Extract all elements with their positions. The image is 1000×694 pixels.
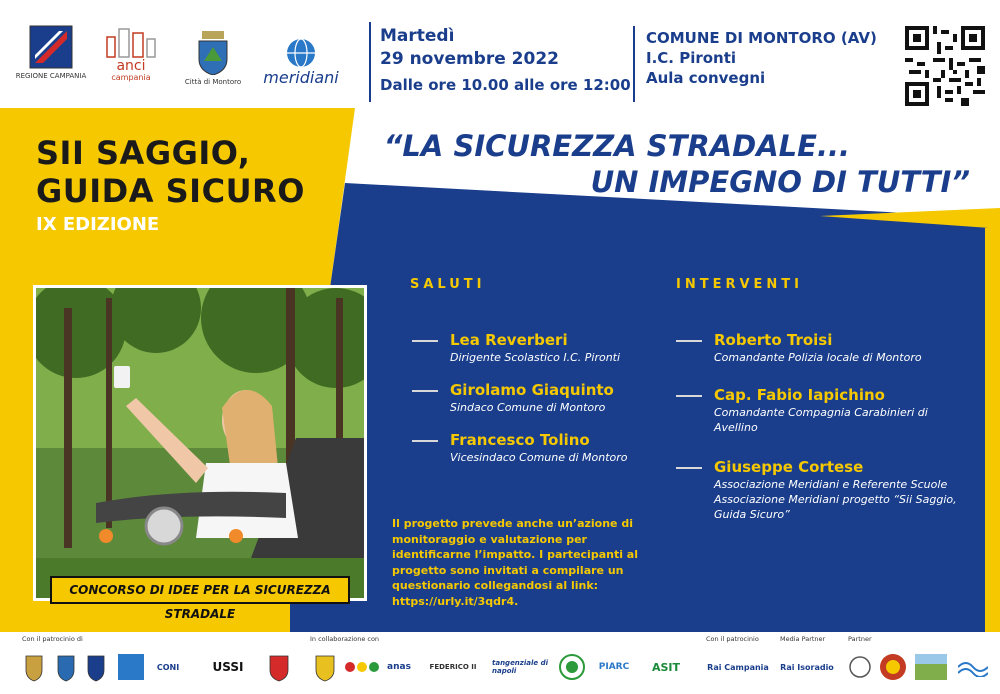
bullet-dash [412,440,438,442]
asit-logo: ASIT [651,660,681,674]
crest-icon [266,650,292,684]
logo-caption: Città di Montoro [184,78,242,86]
media-partner-label: Media Partner [780,635,826,643]
crest-icon [22,650,46,684]
interventi-speaker [676,331,922,365]
ussi-logo: USSI [212,660,244,674]
meridiani-globe-icon [281,36,321,70]
anci-region: campania [111,73,151,82]
bullet-dash [676,395,702,397]
patrocinio2-label: Con il patrocinio [706,635,759,643]
questionnaire-note: Il progetto prevede anche un’azione di monitoraggio e valutazione per identificarne l’impatto. I partecipanti al progetto sono invitati a compilare un questionario collegandosi al link: https://urly.it/3qdr4. [392,517,639,608]
bullet-dash [412,340,438,342]
partner-label: Partner [848,635,872,643]
event-day: Martedì [380,26,455,46]
crest-icon [54,650,78,684]
rai-campania-logo: Rai Campania [707,662,769,672]
event-date: 29 novembre 2022 [380,49,559,69]
saluti-heading: SALUTI [410,277,486,292]
place-municipality: COMUNE DI MONTORO (AV) [646,29,877,47]
campaign-title-block [36,134,305,235]
slogan-line2: UN IMPEGNO DI TUTTI” [590,165,970,199]
coni-logo: CONI [156,662,180,672]
interventi-heading: INTERVENTI [676,277,804,292]
interventi-speaker [676,386,928,435]
speaker-role: Dirigente Scolastico I.C. Pironti [450,351,621,364]
header-divider [633,26,635,102]
round-seal-icon [878,650,908,684]
speaker-name: Giuseppe Cortese [714,458,864,476]
speaker-role: Guida Sicuro” [714,508,790,521]
shield-icon [118,654,144,680]
campaign-title-line1: SII SAGGIO, [36,134,251,172]
speaker-role: Sindaco Comune di Montoro [450,401,606,414]
circle-emblem-icon [558,650,586,684]
piarc-logo: PIARC [598,662,630,672]
saluti-speaker [412,331,620,365]
speaker-role: Comandante Polizia locale di Montoro [714,351,922,364]
bullet-dash [676,467,702,469]
event-hours: Dalle ore 10.00 alle ore 12:00 [380,76,631,94]
landscape-photo-icon [914,650,948,684]
place-room: Aula convegni [646,69,766,87]
meridiani-logo [258,28,344,86]
contest-banner [50,576,350,621]
speaker-role: Associazione Meridiani e Referente Scuole [714,478,948,491]
regione-campania-emblem [29,25,73,69]
regione-campania-logo [15,22,87,80]
anci-wordmark: anci [116,58,146,74]
crest-icon [312,650,338,684]
logo-caption: REGIONE CAMPANIA [15,72,87,80]
slogan-line1: “LA SICUREZZA STRADALE... [383,129,850,163]
saluti-speaker [412,381,614,415]
anas-logo: anas [387,662,411,672]
anci-campania-logo [100,22,162,82]
sponsor-footer [0,632,1000,694]
event-place [646,28,877,88]
citta-di-montoro-logo [180,22,246,86]
rai-isoradio-logo: Rai Isoradio [780,662,834,672]
anci-towers-icon [103,25,159,59]
speaker-name: Lea Reverberi [450,331,568,349]
campaign-title-line2: GUIDA SICURO [36,172,305,210]
speaker-name: Girolamo Giaquinto [450,381,614,399]
bullet-dash [676,340,702,342]
logo-caption: meridiani [263,68,339,87]
speaker-role: Avellino [714,421,758,434]
montoro-crest-icon [196,31,230,75]
foundation-emblem-icon [846,650,874,684]
girl-on-scooter-photo [36,288,364,598]
wave-logo-icon [956,650,990,684]
header-divider [369,22,371,102]
contest-banner-text: CONCORSO DI IDEE PER LA SICUREZZA STRADALE [69,583,331,621]
speaker-name: Francesco Tolino [450,431,590,449]
speaker-role: Vicesindaco Comune di Montoro [450,451,628,464]
speaker-role: Associazione Meridiani progetto “Sii Saggio, [714,493,957,506]
edition-label: IX EDIZIONE [36,214,160,235]
speaker-name: Cap. Fabio Iapichino [714,386,885,404]
saluti-speaker [412,431,628,465]
slogan [380,128,970,200]
interventi-speaker [676,458,957,522]
colored-dots-logo [344,650,380,684]
collaborazione-label: In collaborazione con [310,635,380,643]
patrocinio-label: Con il patrocinio di [22,635,83,643]
header-bar [0,0,1000,108]
federico-ii-logo: FEDERICO II [429,663,477,671]
speaker-role: Comandante Compagnia Carabinieri di [714,406,928,419]
campaign-photo [33,285,367,601]
tangenziale-logo: tangenziale di napoli [492,659,548,675]
bullet-dash [412,390,438,392]
event-date-block [380,26,631,98]
place-school: I.C. Pironti [646,49,737,67]
crest-icon [84,650,108,684]
speaker-name: Roberto Troisi [714,331,833,349]
qr-code[interactable] [905,26,985,106]
